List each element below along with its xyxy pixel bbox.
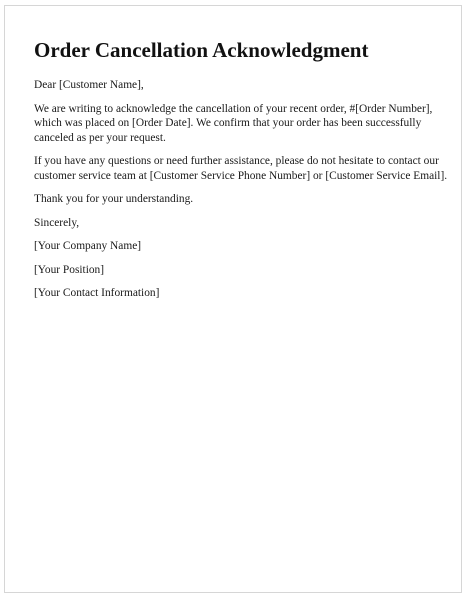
closing-text: Sincerely, <box>34 216 80 229</box>
signature-contact <box>34 286 444 301</box>
salutation-line: Dear [Customer Name], <box>34 79 144 91</box>
letter-body <box>34 37 448 310</box>
signature-company <box>34 239 444 254</box>
paragraph-line: customer service team at [Customer Service Phone Number] or [Customer Service Email]. <box>34 169 448 182</box>
contact-info: [Your Contact Information] <box>34 287 160 299</box>
thanks-text: Thank you for your understanding. <box>34 193 194 205</box>
position-text: [Your Position] <box>34 263 105 276</box>
thanks-line <box>34 192 444 207</box>
document-title: Order Cancellation Acknowledgment <box>34 38 369 62</box>
document-page <box>4 5 462 593</box>
company-name: [Your Company Name] <box>34 240 142 252</box>
paragraph-line: If you have any questions or need further assistance, please do not hesitate to contact our <box>34 155 439 167</box>
closing-line <box>34 216 444 231</box>
salutation <box>34 78 444 93</box>
paragraph-line: We are writing to acknowledge the cancellation of your recent order, #[Order Number], <box>34 102 433 115</box>
acknowledgment-paragraph <box>34 102 444 146</box>
paragraph-line: canceled as per your request. <box>34 131 166 144</box>
paragraph-line: which was placed on [Order Date]. We confirm that your order has been successfully <box>34 117 422 129</box>
signature-position <box>34 263 444 278</box>
contact-paragraph <box>34 154 448 183</box>
